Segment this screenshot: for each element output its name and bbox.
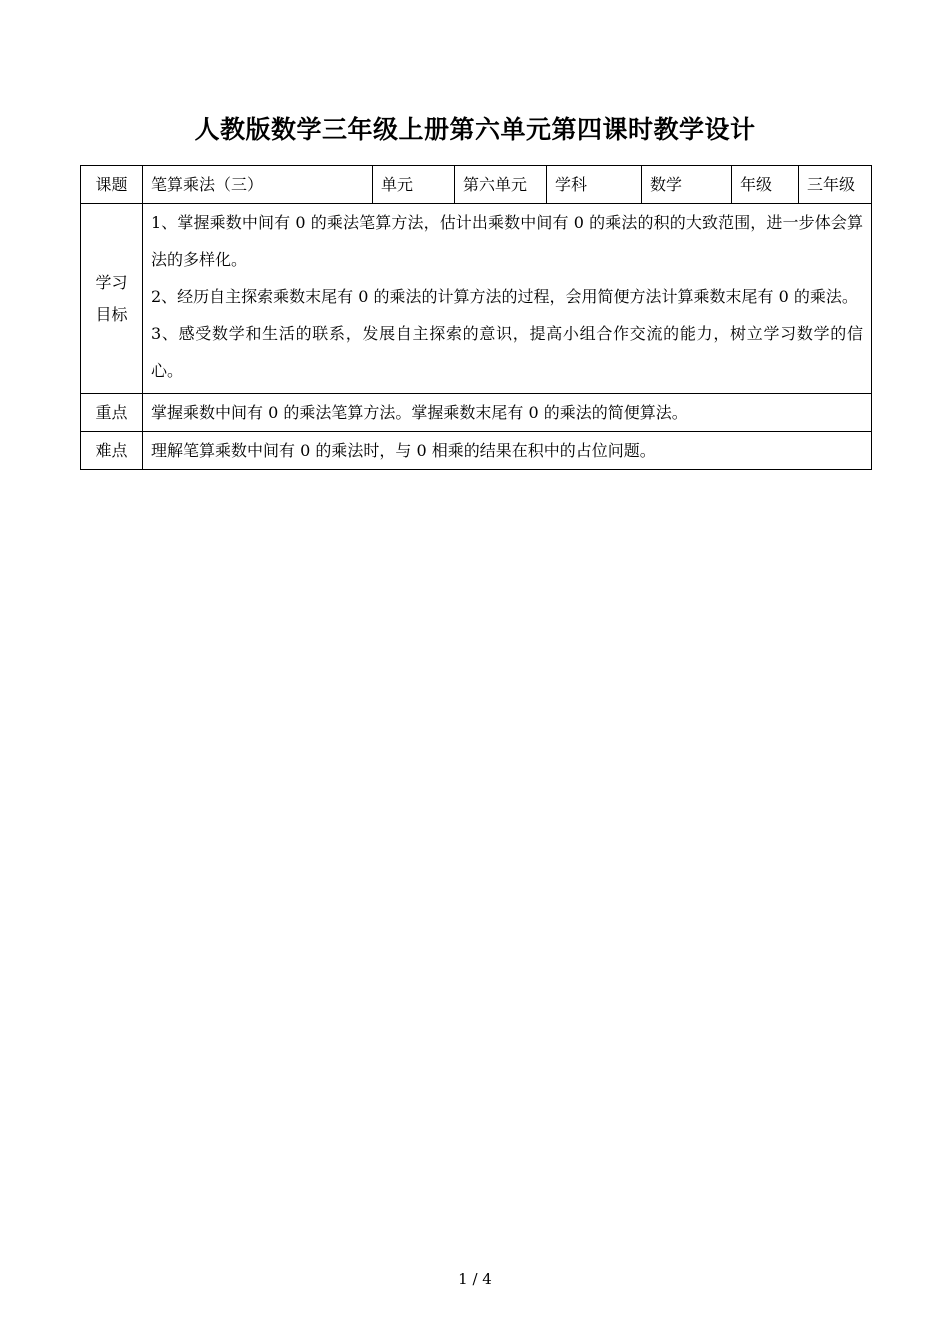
goals-label-line1: 学习 xyxy=(95,272,128,292)
grade-label: 年级 xyxy=(732,166,799,204)
goal-item-2: 2、经历自主探索乘数末尾有 0 的乘法的计算方法的过程，会用简便方法计算乘数末尾有 0 的乘法。 xyxy=(151,287,858,306)
page-title: 人教版数学三年级上册第六单元第四课时教学设计 xyxy=(194,115,756,144)
subject-value: 数学 xyxy=(642,166,732,204)
topic-value: 笔算乘法（三） xyxy=(143,166,373,204)
difficulties-text: 理解笔算乘数中间有 0 的乘法时，与 0 相乘的结果在积中的占位问题。 xyxy=(143,432,872,470)
grade-value: 三年级 xyxy=(799,166,872,204)
key-points-label: 重点 xyxy=(81,394,143,432)
unit-label: 单元 xyxy=(373,166,455,204)
table-row-header xyxy=(81,166,872,204)
goal-item-3: 3、感受数学和生活的联系，发展自主探索的意识，提高小组合作交流的能力，树立学习数学的信心。 xyxy=(151,324,863,380)
page-number: 1 / 4 xyxy=(458,1270,492,1288)
table-row-key-points xyxy=(81,394,872,432)
goals-content xyxy=(143,204,872,394)
goals-label xyxy=(81,204,143,394)
table-row-goals xyxy=(81,204,872,394)
key-points-text: 掌握乘数中间有 0 的乘法笔算方法。掌握乘数末尾有 0 的乘法的简便算法。 xyxy=(143,394,872,432)
lesson-plan-table xyxy=(80,165,872,470)
topic-label: 课题 xyxy=(81,166,143,204)
difficulties-label: 难点 xyxy=(81,432,143,470)
subject-label: 学科 xyxy=(547,166,642,204)
goal-item-1: 1、掌握乘数中间有 0 的乘法笔算方法，估计出乘数中间有 0 的乘法的积的大致范围，进一步体会算法的多样化。 xyxy=(151,213,863,269)
table-row-difficulties xyxy=(81,432,872,470)
unit-value: 第六单元 xyxy=(455,166,547,204)
goals-label-line2: 目标 xyxy=(95,304,128,324)
